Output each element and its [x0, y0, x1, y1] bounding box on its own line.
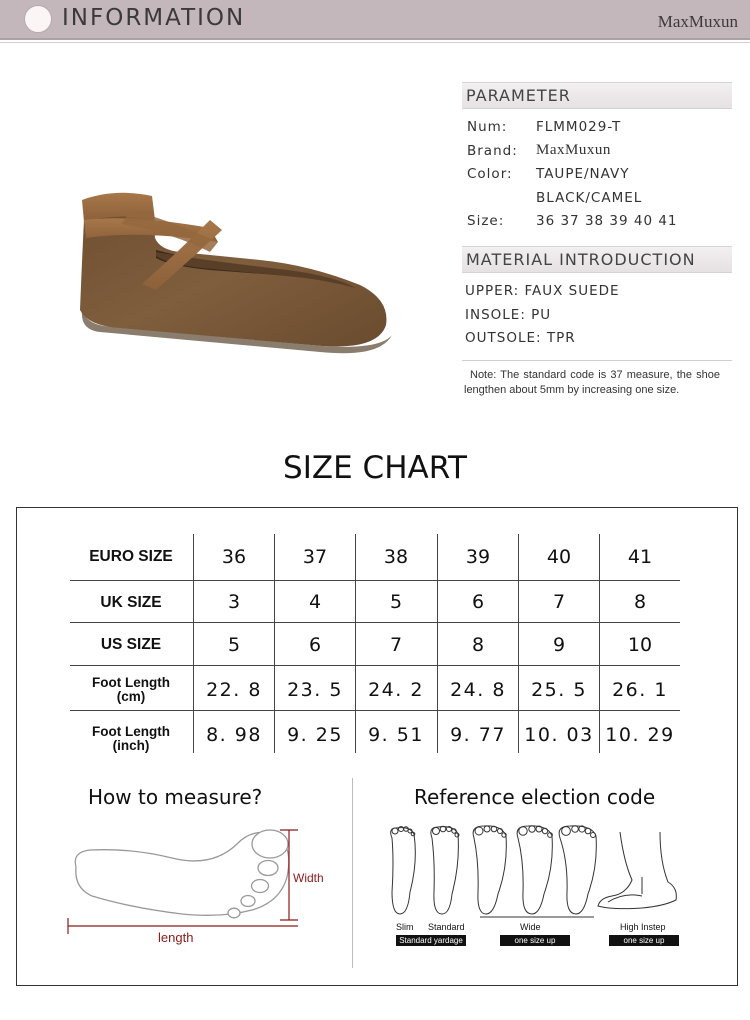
table-cell: 6 — [471, 591, 485, 613]
table-rule — [70, 580, 680, 581]
table-cell: 5 — [389, 591, 403, 613]
row-label-line: Foot Length — [92, 675, 170, 690]
insole-material: INSOLE: PU — [465, 307, 552, 323]
table-cell: 36 — [221, 546, 247, 568]
table-cell: 26. 1 — [612, 679, 668, 701]
row-label-euro: EURO SIZE — [89, 548, 173, 565]
ballet-flat-shoe-image — [60, 180, 400, 370]
standard-label: Standard — [428, 922, 465, 932]
table-cell: 25. 5 — [531, 679, 587, 701]
table-cell: 24. 2 — [368, 679, 424, 701]
num-value: FLMM029-T — [536, 119, 622, 135]
table-cell: 9 — [552, 634, 566, 656]
table-cell: 10. 29 — [605, 724, 675, 746]
table-cell: 4 — [308, 591, 322, 613]
table-rule — [70, 622, 680, 623]
header-band — [0, 0, 750, 40]
material-heading: MATERIAL INTRODUCTION — [462, 246, 732, 273]
standard-yardage-tag: Standard yardage — [396, 935, 466, 946]
slim-label: Slim — [396, 922, 414, 932]
section-divider — [352, 778, 353, 968]
foot-types-diagram — [380, 822, 685, 922]
table-cell: 3 — [227, 591, 241, 613]
table-cell: 38 — [383, 546, 409, 568]
row-label-line: Foot Length — [92, 724, 170, 739]
row-label-unit: (cm) — [116, 689, 146, 704]
table-cell: 24. 8 — [450, 679, 506, 701]
table-cell: 10. 03 — [524, 724, 594, 746]
table-cell: 40 — [546, 546, 572, 568]
table-cell: 9. 51 — [368, 724, 424, 746]
table-cell: 8. 98 — [206, 724, 262, 746]
upper-material: UPPER: FAUX SUEDE — [465, 283, 620, 299]
table-cell: 39 — [465, 546, 491, 568]
color-value-2: BLACK/CAMEL — [536, 190, 643, 206]
num-key: Num: — [467, 119, 508, 135]
size-note: Note: The standard code is 37 measure, the shoe lengthen about 5mm by increasing one size. — [464, 369, 720, 396]
header-brand: MaxMuxun — [657, 12, 738, 31]
table-rule — [70, 710, 680, 711]
row-label-us: US SIZE — [100, 636, 162, 653]
row-label-foot-inch — [70, 725, 192, 753]
table-cell: 8 — [471, 634, 485, 656]
color-value-1: TAUPE/NAVY — [536, 166, 630, 182]
how-to-measure-heading: How to measure? — [88, 785, 263, 809]
table-cell: 7 — [552, 591, 566, 613]
foot-outline-diagram — [62, 822, 342, 952]
size-value: 36 37 38 39 40 41 — [536, 213, 678, 229]
outsole-material: OUTSOLE: TPR — [465, 330, 576, 346]
table-cell: 41 — [627, 546, 653, 568]
row-label-uk: UK SIZE — [100, 594, 162, 611]
table-cell: 6 — [308, 634, 322, 656]
header-circle-icon — [24, 5, 52, 33]
brand-value: MaxMuxun — [536, 142, 611, 158]
header-title: INFORMATION — [62, 5, 246, 31]
table-cell: 8 — [633, 591, 647, 613]
brand-key: Brand: — [467, 143, 518, 159]
length-label: length — [158, 930, 194, 945]
note-divider — [462, 360, 732, 361]
table-cell: 9. 77 — [450, 724, 506, 746]
table-cell: 5 — [227, 634, 241, 656]
table-cell: 7 — [389, 634, 403, 656]
row-label-unit: (inch) — [112, 738, 150, 753]
instep-size-up-tag: one size up — [609, 935, 679, 946]
table-rule — [70, 665, 680, 666]
reference-heading: Reference election code — [414, 785, 656, 809]
table-cell: 23. 5 — [287, 679, 343, 701]
table-cell: 37 — [302, 546, 328, 568]
table-cell: 9. 25 — [287, 724, 343, 746]
size-key: Size: — [467, 213, 505, 229]
high-instep-label: High Instep — [620, 922, 666, 932]
table-cell: 22. 8 — [206, 679, 262, 701]
color-key: Color: — [467, 166, 513, 182]
size-chart-title: SIZE CHART — [283, 450, 467, 486]
header-divider — [0, 42, 750, 43]
parameter-heading: PARAMETER — [462, 82, 732, 109]
table-cell: 10 — [627, 634, 653, 656]
wide-size-up-tag: one size up — [500, 935, 570, 946]
width-label: Width — [293, 871, 324, 885]
wide-label: Wide — [520, 922, 541, 932]
row-label-foot-cm — [70, 676, 192, 704]
